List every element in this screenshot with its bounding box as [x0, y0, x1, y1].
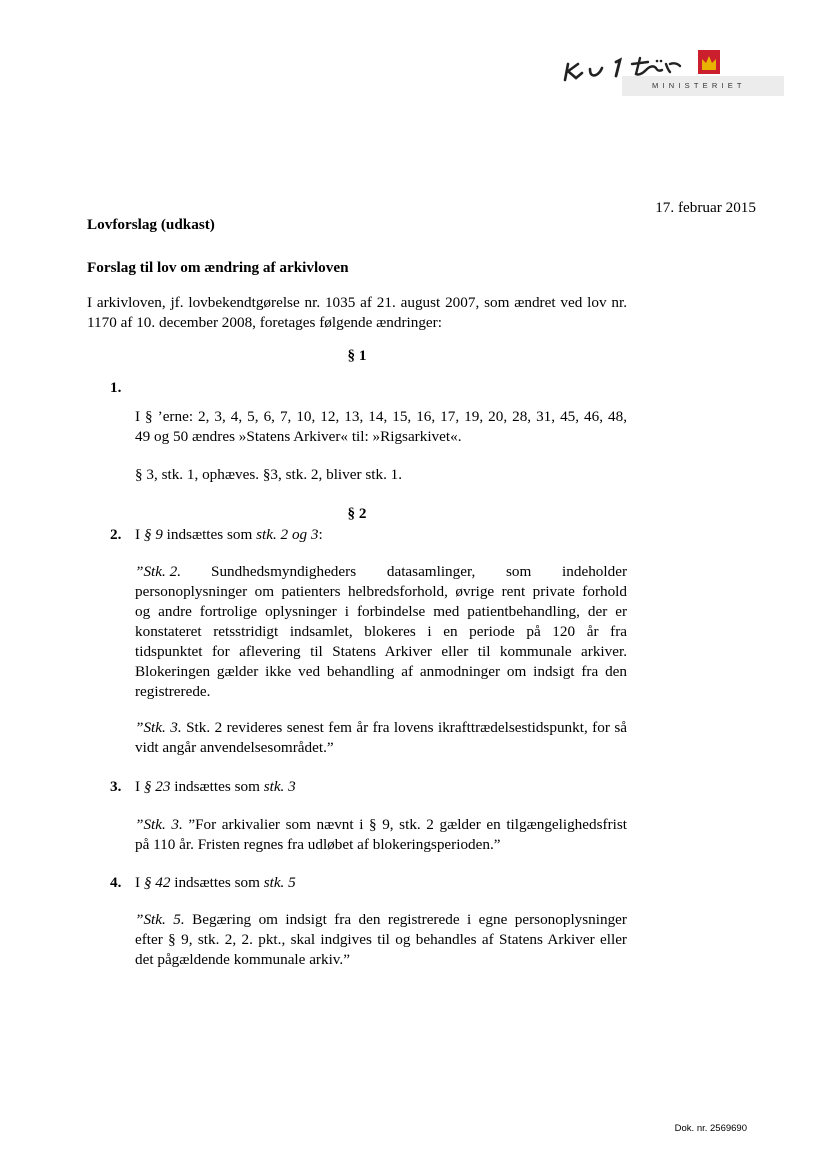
item-3-heading: I § 23 indsættes som stk. 3 — [135, 778, 296, 795]
item-2-number: 2. — [110, 526, 122, 543]
item-2-stk-2: ”Stk. 2. Sundhedsmyndigheders datasamlinger, som indeholder personoplysninger om patienters helbredsforhold, øvrige rent private forhold og andre fortrolige oplysninger i forbindelse med patientbehandling, der er konstateret retsstridigt indsamlet, blokeres i en periode på 120 år fra tidspunktet for aflevering til Statens Arkiver eller til kommunale arkiver. Blokeringen gælder ikke ved behandling af anmodninger om indsigt fra den registrerede. — [135, 563, 627, 700]
item-1-number: 1. — [110, 379, 122, 396]
item-4-stk-5: ”Stk. 5. Begæring om indsigt fra den registrerede i egne personoplysninger efter § 9, stk. 2, 2. pkt., skal indgives til og behandles af Statens Arkiver eller det pågældende kommunale arkiv.” — [135, 911, 627, 968]
section-2-heading: § 2 — [347, 505, 367, 522]
item-4-heading: I § 42 indsættes som stk. 5 — [135, 874, 296, 891]
item-3-number: 3. — [110, 778, 122, 795]
intro-line-2: 1170 af 10. december 2008, foretages følgende ændringer: — [87, 314, 442, 331]
crown-emblem — [698, 50, 720, 74]
logo-subtitle: MINISTERIET — [652, 81, 746, 90]
document-date: 17. februar 2015 — [655, 199, 756, 216]
section-1-heading: § 1 — [347, 347, 367, 364]
item-3-stk-3: ”Stk. 3. ”For arkivalier som nævnt i § 9, stk. 2 gælder en tilgængelighedsfrist på 110 år. Fristen regnes fra udløbet af blokeringsperioden.” — [135, 816, 627, 853]
item-1-text-line-1: I § ’erne: 2, 3, 4, 5, 6, 7, 10, 12, 13, 14, 15, 16, 17, 19, 20, 28, 31, 45, 46, 48, — [135, 408, 627, 425]
item-2-stk-3: ”Stk. 3. Stk. 2 revideres senest fem år fra lovens ikrafttrædelsestidspunkt, for så vidt angår anvendelsesområdet.” — [135, 719, 627, 756]
document-title: Lovforslag (udkast) — [87, 216, 215, 233]
item-1-text-line-2: 49 og 50 ændres »Statens Arkiver« til: »Rigsarkivet«. — [135, 428, 462, 445]
item-4-number: 4. — [110, 874, 122, 891]
document-subtitle: Forslag til lov om ændring af arkivloven — [87, 259, 349, 276]
item-1-text-2: § 3, stk. 1, ophæves. §3, stk. 2, bliver stk. 1. — [135, 466, 403, 483]
item-2-heading: I § 9 indsættes som stk. 2 og 3: — [135, 526, 323, 543]
document-number: Dok. nr. 2569690 — [674, 1123, 747, 1134]
stk-2-label: ”Stk. 2. — [135, 563, 181, 580]
intro-line-1: I arkivloven, jf. lovbekendtgørelse nr. 1035 af 21. august 2007, som ændret ved lov nr. — [87, 294, 627, 311]
